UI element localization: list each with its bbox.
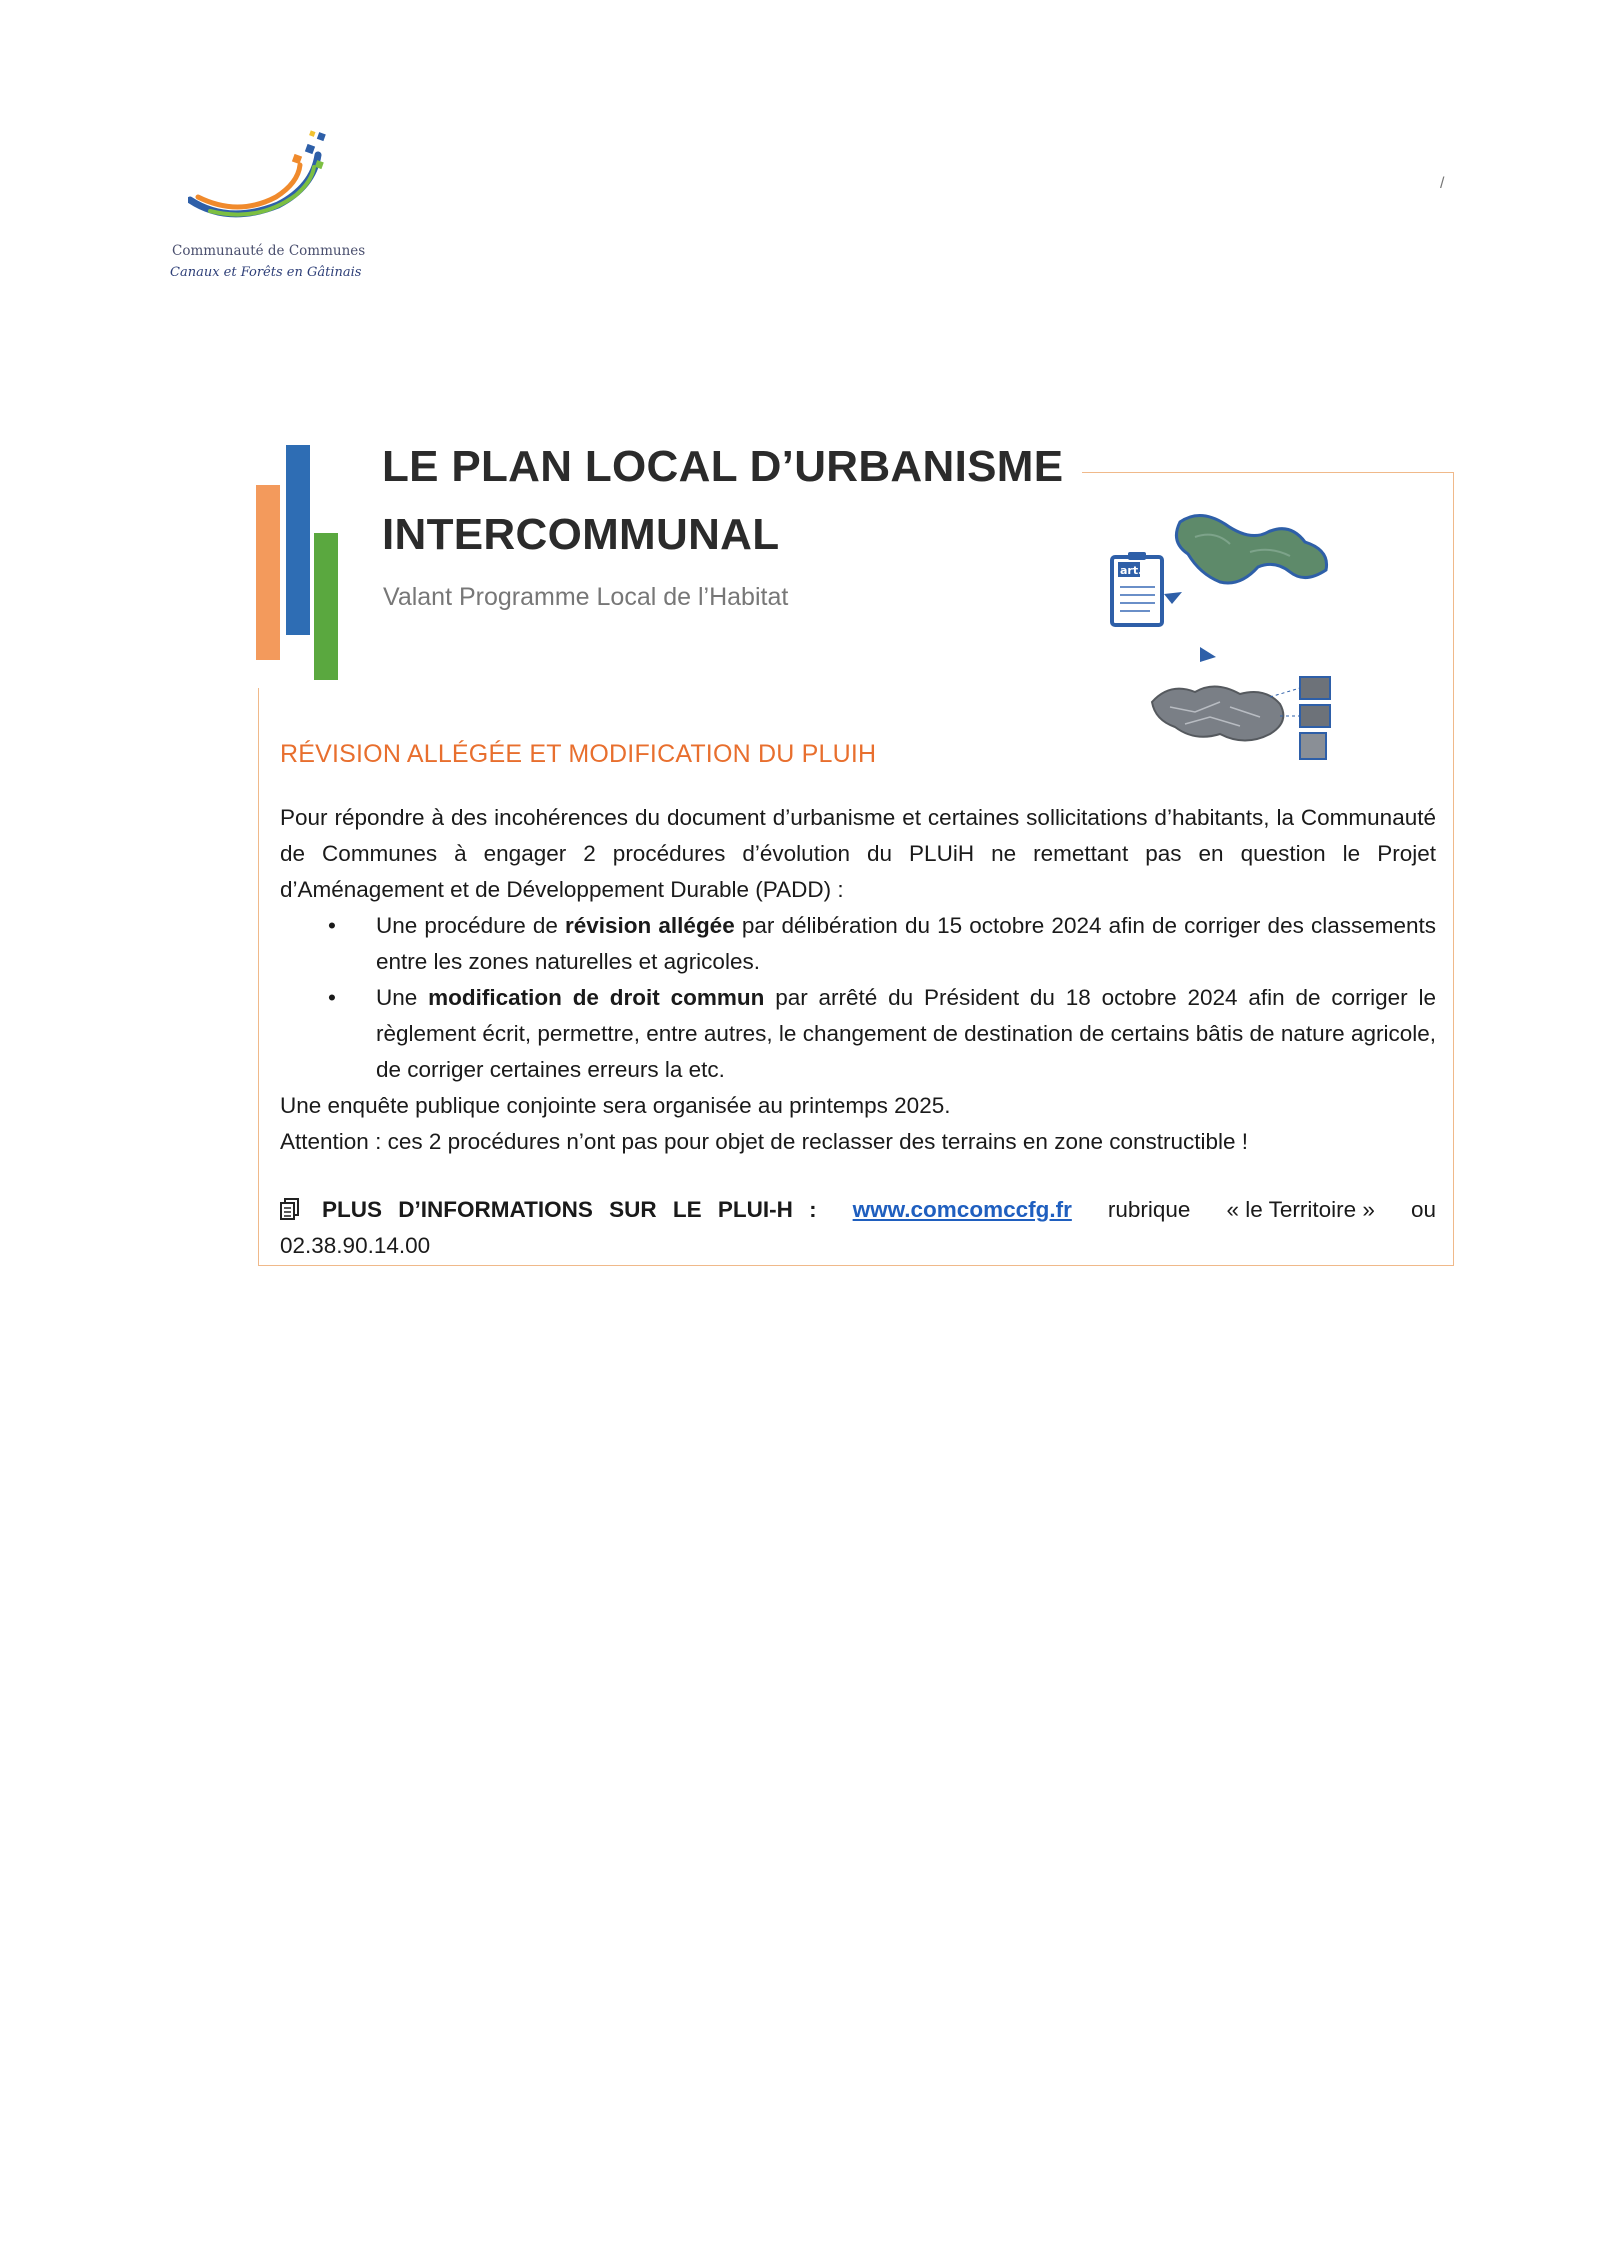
info-label: PLUS D’INFORMATIONS SUR LE PLUI-H : [322,1197,817,1222]
procedure-list [280,908,1436,1088]
list-item: • Une modification de droit commun par arrêté du Président du 18 octobre 2024 afin de corriger le règlement écrit, permettre, entre autres, le changement de destination de certains bâtis de nature agricole, de corriger certaines erreurs la etc. [280,980,1436,1088]
intro-paragraph: Pour répondre à des incohérences du document d’urbanisme et certaines sollicitations d’habitants, la Communauté de Communes à engager 2 procédures d’évolution du PLUiH ne remettant pas en question le Projet d’Aménagement et de Développement Durable (PADD) : [280,805,1436,902]
checklist-icon [1112,552,1162,625]
bullet-marker: • [328,985,336,1010]
rubrique-text: rubrique [1107,1197,1191,1222]
closing-lines [280,1088,1248,1160]
or-text: ou [1410,1197,1436,1222]
info-block [280,1192,1436,1264]
scan-speck: / [1440,175,1445,192]
rubrique-name: « le Territoire » [1226,1197,1375,1222]
attention-line: Attention : ces 2 procédures n’ont pas pour objet de reclasser des terrains en zone constructible ! [280,1129,1249,1154]
document-icon [280,1198,300,1220]
enquete-line: Une enquête publique conjointe sera organisée au printemps 2025. [280,1093,951,1118]
svg-text:art.: art. [1120,564,1143,577]
logo-text-line2: Canaux et Forêts en Gâtinais [170,265,362,280]
logo-text-line1: Communauté de Communes [172,243,366,259]
logo-swoosh-icon [188,125,338,235]
document-to-map-illustration [1100,512,1350,772]
page-subtitle: Valant Programme Local de l’Habitat [383,583,789,611]
bullet-marker: • [328,913,336,938]
frame-left-border [258,688,259,1266]
organization-logo [168,125,368,295]
list-item: • Une procédure de révision allégée par délibération du 15 octobre 2024 afin de corriger des classements entre les zones naturelles et agricoles. [280,908,1436,980]
page-title-line1: LE PLAN LOCAL D’URBANISME [382,442,1064,491]
section-heading: RÉVISION ALLÉGÉE ET MODIFICATION DU PLUIH [280,740,877,768]
phone-number: 02.38.90.14.00 [280,1233,431,1258]
website-link[interactable]: www.comcomccfg.fr [852,1197,1072,1222]
page-title-line2: INTERCOMMUNAL [382,510,780,559]
